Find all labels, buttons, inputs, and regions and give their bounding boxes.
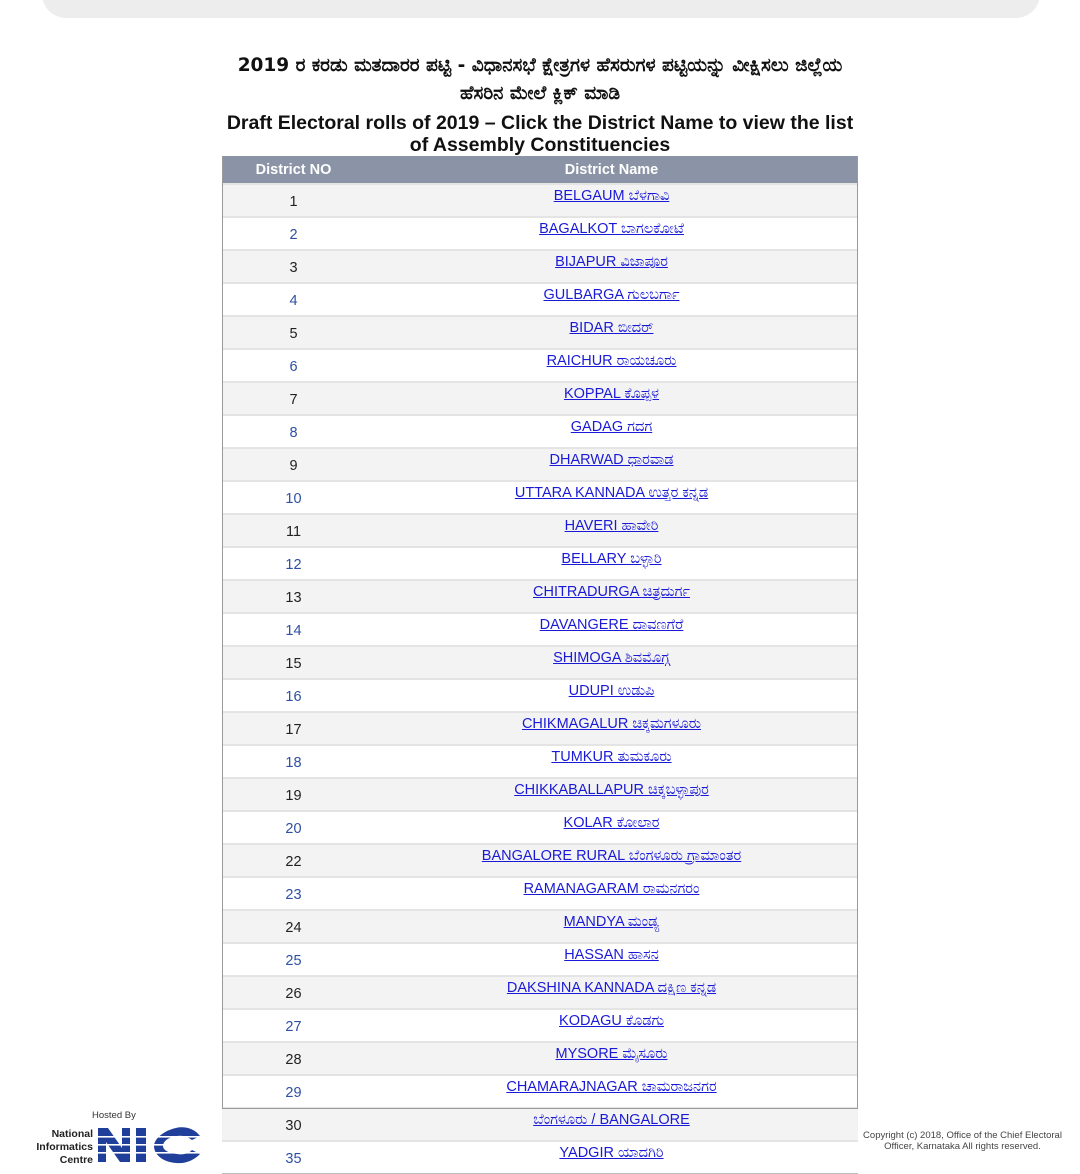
district-link[interactable]: HAVERI ಹಾವೇರಿ (564, 518, 659, 534)
district-link[interactable]: KOPPAL ಕೊಪ್ಪಳ (563, 386, 660, 402)
district-number: 7 (222, 382, 365, 415)
district-name-cell (365, 1108, 858, 1141)
page-header (0, 52, 1080, 156)
district-number: 8 (222, 415, 365, 448)
district-name-cell (365, 415, 858, 448)
nic-logo (20, 1110, 210, 1165)
district-name-cell (365, 910, 858, 943)
nic-emblem-icon (96, 1124, 202, 1164)
district-number: 11 (222, 514, 365, 547)
district-number: 18 (222, 745, 365, 778)
table-row (222, 943, 858, 976)
district-number: 26 (222, 976, 365, 1009)
nic-full-name (23, 1128, 93, 1167)
district-number: 14 (222, 613, 365, 646)
district-name-cell (365, 712, 858, 745)
table-row (222, 1075, 858, 1108)
table-row (222, 316, 858, 349)
district-link[interactable]: BANGALORE RURAL ಬೆಂಗಳೂರು ಗ್ರಾಮಾಂತರ (481, 848, 742, 864)
table-row (222, 349, 858, 382)
district-link[interactable]: ಬೆಂಗಳೂರು / BANGALORE (533, 1112, 690, 1128)
table-row (222, 1108, 858, 1141)
district-name-cell (365, 316, 858, 349)
table-row (222, 481, 858, 514)
table-row (222, 448, 858, 481)
table-row (222, 547, 858, 580)
table-row (222, 283, 858, 316)
district-number: 27 (222, 1009, 365, 1042)
district-number: 23 (222, 877, 365, 910)
district-name-cell (365, 283, 858, 316)
district-link[interactable]: HASSAN ಹಾಸನ (564, 947, 659, 963)
district-link[interactable]: DAVANGERE ದಾವಣಗೆರೆ (539, 617, 684, 633)
table-row (222, 580, 858, 613)
district-number: 19 (222, 778, 365, 811)
district-number: 17 (222, 712, 365, 745)
district-name-cell (365, 778, 858, 811)
district-number: 28 (222, 1042, 365, 1075)
table-row (222, 415, 858, 448)
district-name-cell (365, 580, 858, 613)
district-number: 25 (222, 943, 365, 976)
copyright-text: Copyright (c) 2018, Office of the Chief Electoral Officer, Karnataka All rights reserved. (863, 1130, 1062, 1152)
district-link[interactable]: BIDAR ಬೀದರ್ (569, 320, 654, 336)
district-link[interactable]: CHITRADURGA ಚಿತ್ರದುರ್ಗ (533, 584, 690, 600)
nic-name-line: National (51, 1128, 93, 1140)
district-table-body (222, 184, 858, 1174)
table-row (222, 613, 858, 646)
district-number: 9 (222, 448, 365, 481)
district-link[interactable]: TUMKUR ತುಮಕೂರು (551, 749, 672, 765)
district-name-cell (365, 646, 858, 679)
table-row (222, 679, 858, 712)
district-link[interactable]: BELLARY ಬಳ್ಳಾರಿ (561, 551, 662, 567)
district-link[interactable]: GULBARGA ಗುಲಬರ್ಗಾ (543, 287, 680, 303)
district-number: 29 (222, 1075, 365, 1108)
district-name-cell (365, 745, 858, 778)
table-row (222, 184, 858, 217)
district-name-cell (365, 448, 858, 481)
table-row (222, 217, 858, 250)
district-number: 4 (222, 283, 365, 316)
district-name-cell (365, 547, 858, 580)
district-link[interactable]: BIJAPUR ವಿಜಾಪೂರ (555, 254, 668, 270)
nic-name-line: Centre (59, 1154, 93, 1166)
district-number: 5 (222, 316, 365, 349)
district-table-container (222, 156, 858, 1174)
district-link[interactable]: DHARWAD ಧಾರವಾಡ (549, 452, 674, 468)
district-number: 13 (222, 580, 365, 613)
table-row (222, 1141, 858, 1174)
page-title-english: Draft Electoral rolls of 2019 – Click the District Name to view the list of Assembly Constituencies (226, 112, 854, 156)
district-number: 30 (222, 1108, 365, 1141)
column-header-district-name: District Name (365, 156, 858, 184)
district-number: 20 (222, 811, 365, 844)
district-name-cell (365, 382, 858, 415)
district-name-cell (365, 877, 858, 910)
district-number: 10 (222, 481, 365, 514)
table-row (222, 877, 858, 910)
table-row (222, 250, 858, 283)
table-row (222, 910, 858, 943)
page-title-kannada: 2019 ರ ಕರಡು ಮತದಾರರ ಪಟ್ಟಿ - ವಿಧಾನಸಭೆ ಕ್ಷೇತ್ರಗಳ ಹೆಸರುಗಳ ಪಟ್ಟಿಯನ್ನು ವೀಕ್ಷಿಸಲು ಜಿಲ್ಲೆಯ ಹೆಸರಿನ ಮೇಲೆ ಕ್ಲಿಕ್ ಮಾಡಿ (237, 55, 843, 104)
table-row (222, 514, 858, 547)
district-link[interactable]: CHIKMAGALUR ಚಿಕ್ಕಮಗಳೂರು (521, 716, 702, 732)
table-row (222, 1042, 858, 1075)
district-number: 24 (222, 910, 365, 943)
nic-name-line: Informatics (36, 1141, 93, 1153)
district-number: 22 (222, 844, 365, 877)
district-link[interactable]: CHAMARAJNAGAR ಚಾಮರಾಜನಗರ (506, 1079, 717, 1095)
district-link[interactable]: SHIMOGA ಶಿವಮೊಗ್ಗ (553, 650, 670, 666)
district-link[interactable]: UTTARA KANNADA ಉತ್ತರ ಕನ್ನಡ (514, 485, 709, 501)
district-name-cell (365, 184, 858, 217)
district-name-cell (365, 481, 858, 514)
district-number: 16 (222, 679, 365, 712)
district-link[interactable]: RAICHUR ರಾಯಚೂರು (546, 353, 677, 369)
table-header-row (222, 156, 858, 184)
district-name-cell (365, 217, 858, 250)
district-number: 12 (222, 547, 365, 580)
table-row (222, 811, 858, 844)
district-name-cell (365, 1141, 858, 1174)
district-number: 15 (222, 646, 365, 679)
district-link[interactable]: CHIKKABALLAPUR ಚಿಕ್ಕಬಳ್ಳಾಪುರ (514, 782, 709, 798)
district-name-cell (365, 349, 858, 382)
district-link[interactable]: UDUPI ಉಡುಪಿ (568, 683, 655, 699)
district-link[interactable]: MYSORE ಮೈಸೂರು (555, 1046, 668, 1062)
hosted-by-label: Hosted By (92, 1110, 136, 1121)
district-link[interactable]: KOLAR ಕೋಲಾರ (563, 815, 660, 831)
table-row (222, 1009, 858, 1042)
district-name-cell (365, 1042, 858, 1075)
column-header-district-no: District NO (222, 156, 365, 184)
district-number: 3 (222, 250, 365, 283)
top-nav-bar (42, 0, 1040, 18)
district-link[interactable]: MANDYA ಮಂಡ್ಯ (563, 914, 660, 930)
table-row (222, 976, 858, 1009)
district-name-cell (365, 679, 858, 712)
table-row (222, 745, 858, 778)
district-link[interactable]: RAMANAGARAM ರಾಮನಗರಂ (523, 881, 700, 897)
district-number: 2 (222, 217, 365, 250)
district-number: 35 (222, 1141, 365, 1174)
district-link[interactable]: BAGALKOT ಬಾಗಲಕೋಟೆ (539, 221, 684, 237)
table-row (222, 712, 858, 745)
district-name-cell (365, 1075, 858, 1108)
district-name-cell (365, 514, 858, 547)
district-link[interactable]: GADAG ಗದಗ (570, 419, 653, 435)
district-name-cell (365, 1009, 858, 1042)
table-row (222, 778, 858, 811)
district-link[interactable]: DAKSHINA KANNADA ದಕ್ಷಿಣ ಕನ್ನಡ (506, 980, 717, 996)
district-number: 6 (222, 349, 365, 382)
district-number: 1 (222, 184, 365, 217)
district-name-cell (365, 613, 858, 646)
district-table (222, 156, 858, 1174)
table-row (222, 844, 858, 877)
district-name-cell (365, 976, 858, 1009)
district-name-cell (365, 844, 858, 877)
district-name-cell (365, 250, 858, 283)
district-name-cell (365, 811, 858, 844)
table-row (222, 382, 858, 415)
district-link[interactable]: YADGIR ಯಾದಗಿರಿ (559, 1145, 664, 1161)
district-name-cell (365, 943, 858, 976)
district-link[interactable]: BELGAUM ಬೆಳಗಾವಿ (553, 188, 670, 204)
district-link[interactable]: KODAGU ಕೊಡಗು (559, 1013, 664, 1029)
table-row (222, 646, 858, 679)
